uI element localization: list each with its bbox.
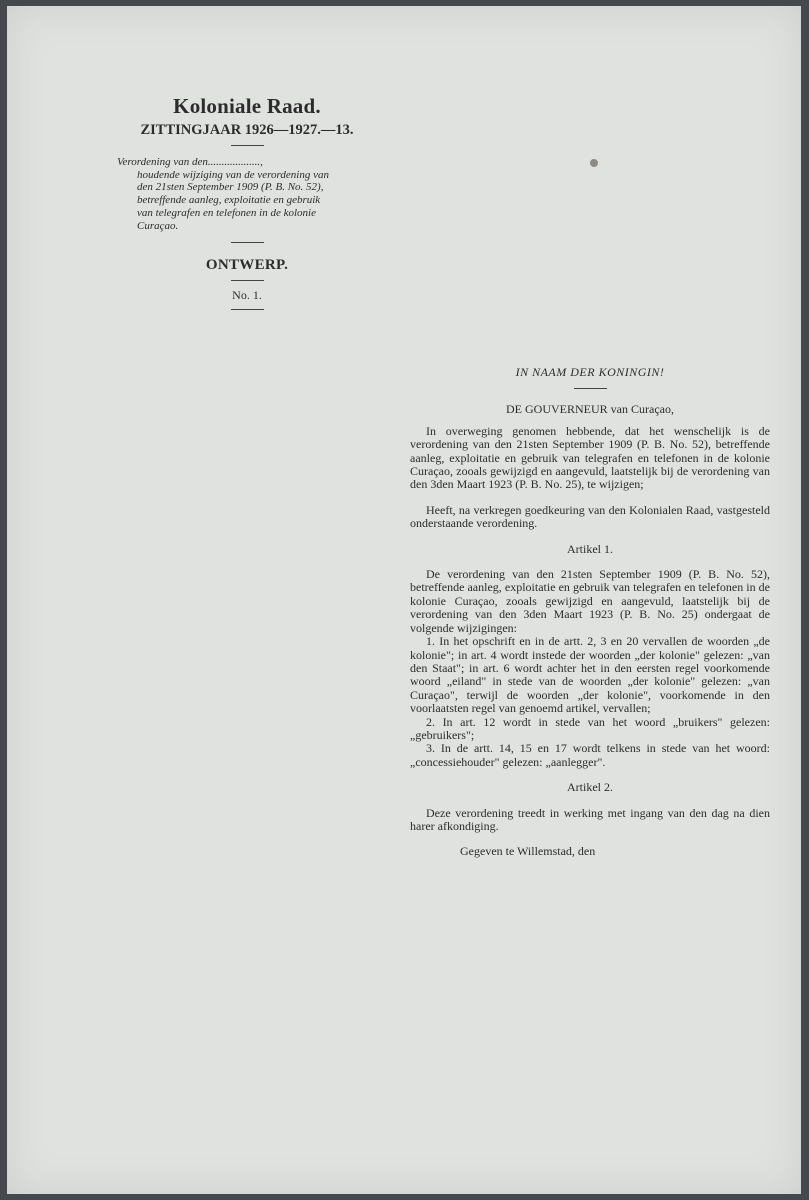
article-2-title: Artikel 2. <box>567 780 613 795</box>
article-1-item: 1. In het opschrift en in de artt. 2, 3 en 20 vervallen de woorden „de kolonie"; in art. 4 wordt instede der woorden „der kolonie" gelezen: „van den Staat"; in art. 6 wordt achter het in den eersten regel voorkomende woord „eiland" in stede van de woorden „der kolonie" gelezen: „van Curaçao", terwijl de woorden „der kolonie", voorkomende in den voorlaatsten regel van genoemd artikel, vervallen; <box>410 634 770 716</box>
subject-line: den 21sten September 1909 (P. B. No. 52), <box>137 181 324 194</box>
given-at-line: Gegeven te Willemstad, den <box>460 844 596 859</box>
article-1-title: Artikel 1. <box>567 541 613 556</box>
document-page <box>7 6 801 1194</box>
divider <box>231 145 264 146</box>
enactment-paragraph: Heeft, na verkregen goedkeuring van den Kolonialen Raad, vastgesteld onderstaande verordening. <box>410 502 770 531</box>
subject-line: Curaçao. <box>137 219 179 232</box>
divider <box>231 242 264 243</box>
article-1-item: 2. In art. 12 wordt in stede van het woord „bruikers" gelezen: „gebruikers"; <box>410 714 770 742</box>
header-block <box>117 94 377 316</box>
subject-line: Verordening van den..................., <box>117 156 263 168</box>
governor-line: DE GOUVERNEUR van Curaçao, <box>506 402 674 417</box>
subject-line: betreffende aanleg, exploitatie en gebruik <box>137 194 321 207</box>
ink-spot <box>590 159 598 167</box>
considering-paragraph: In overweging genomen hebbende, dat het wenschelijk is de verordening van den 21sten September 1909 (P. B. No. 52), betreffende aanleg, exploitatie en gebruik van telegrafen en telefonen in de kolonie Curaçao, zooals gewijzigd en aangevuld, laatstelijk bij de verordening van den 3den Maart 1923 (P. B. No. 25), te wijzigen; <box>410 423 770 492</box>
ordinance-body <box>410 366 770 859</box>
divider <box>231 309 264 310</box>
ordinance-subject <box>117 156 377 232</box>
draft-label: ONTWERP. <box>205 257 289 274</box>
subject-line: van telegrafen en telefonen in de kolonie <box>137 206 316 219</box>
invocation: IN NAAM DER KONINGIN! <box>515 365 665 379</box>
subject-line: houdende wijziging van de verordening van <box>137 168 329 181</box>
article-1-item: 3. In de artt. 14, 15 en 17 wordt telkens in stede van het woord: „concessiehouder" gelezen: „aanlegger". <box>410 741 770 769</box>
council-title: Koloniale Raad. <box>173 94 321 118</box>
divider <box>574 388 607 389</box>
session-year: ZITTINGJAAR 1926—1927.—13. <box>140 122 354 138</box>
article-2-text: Deze verordening treedt in werking met ingang van den dag na dien harer afkondiging. <box>410 805 770 833</box>
draft-number: No. 1. <box>232 288 262 303</box>
article-1-intro: De verordening van den 21sten September 1909 (P. B. No. 52), betreffende aanleg, exploitatie en gebruik van telegrafen en telefonen in de kolonie Curaçao, zooals gewijzigd en aangevuld, laatstelijk bij de verordening van den 3den Maart 1923 (P. B. No. 25) ondergaat de volgende wijzigingen: <box>410 567 770 635</box>
divider <box>231 280 264 281</box>
